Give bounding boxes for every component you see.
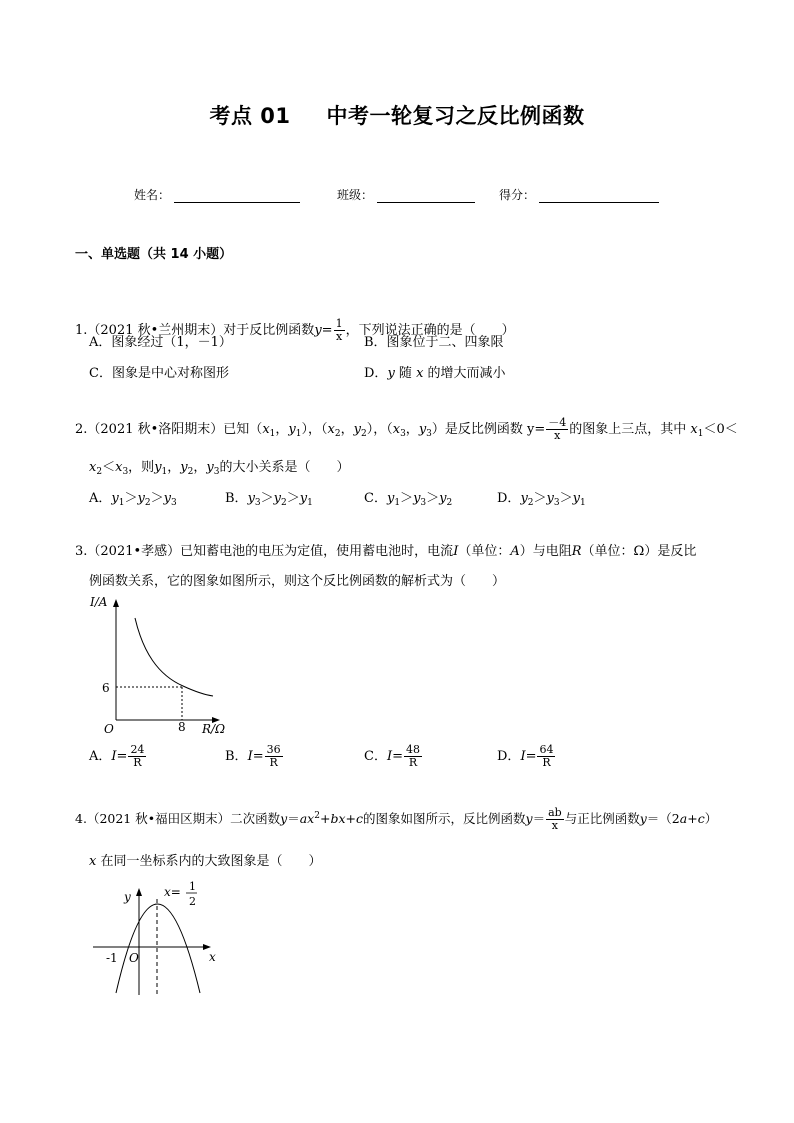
name-label: 姓名： [134,188,171,202]
question-2: 2.（2021 秋•洛阳期末）已知（$x_1$，$y_1$），（$x_2$，$y_2$），（$x_3$，$y_3$）是反比例函数 y= $\frac{-4}{x}$ 的图象上三点，其中 $x_1<0<$ [75,416,738,442]
question-4: 4.（2021 秋•福田区期末）二次函数$y=ax^2+bx+c$的图象如图所示，反比例函数y＝ $\frac{ab}{x}$ 与正比例函数y＝（2a+c） [75,806,718,832]
score-label: 得分： [499,188,536,202]
q1-option-b[interactable]: B．图象位于二、四象限 [364,335,504,350]
title-prefix: 考点 01 [209,104,291,128]
q3-graph [88,590,228,740]
q3-option-a[interactable]: A．I= $\frac{24}{R}$ [89,743,145,769]
q4-axis-label: x= [164,885,181,899]
q3-option-d[interactable]: D．I= $\frac{64}{R}$ [497,743,554,769]
q3-x-tick: 8 [178,720,186,734]
q4-x-label: x [209,950,216,964]
q3-option-c[interactable]: C．I= $\frac{48}{R}$ [364,743,420,769]
question-3-line2: 例函数关系，它的图象如图所示，则这个反比例函数的解析式为（ ） [89,574,506,589]
class-field[interactable] [337,186,475,203]
q3-curve [135,618,213,696]
score-field[interactable] [499,186,659,203]
title-main: 中考一轮复习之反比例函数 [326,104,585,128]
q2-fraction: $\frac{-4}{x}$ [548,416,567,442]
q3-y-arrow [113,599,119,607]
q4-y-label: y [124,890,131,904]
q4-axis-den: 2 [189,895,196,908]
q2-option-c[interactable]: C．$y_1>y_3>y_2$ [364,491,453,508]
q4-neg-tick: -1 [106,951,118,965]
q2-option-d[interactable]: D．$y_2>y_3>y_1$ [497,491,586,508]
q4-fraction: $\frac{ab}{x}$ [548,806,562,832]
q3-origin: O [104,722,114,736]
q3-y-label: I/A [90,595,108,609]
question-1: 1.（2021 秋•兰州期末）对于反比例函数y= $\frac{1}{x}$ ，下列说法正确的是（ ） [75,317,515,343]
q4-y-arrow [136,888,142,896]
section-heading: 一、单选题（共 14 小题） [75,247,233,262]
name-field[interactable] [134,186,300,203]
q3-y-tick: 6 [102,681,110,695]
q1-option-d[interactable]: D．y 随 x 的增大而减小 [364,366,506,381]
q2-option-b[interactable]: B．$y_3>y_2>y_1$ [225,491,313,508]
q1-option-a[interactable]: A．图象经过（1，－1） [89,335,232,350]
q4-parabola [116,904,200,993]
question-4-line2: x 在同一坐标系内的大致图象是（ ） [89,854,322,869]
q1-fraction: $\frac{1}{x}$ [335,317,343,343]
q3-option-b[interactable]: B．I= $\frac{36}{R}$ [225,743,281,769]
class-label: 班级： [337,188,374,202]
q2-option-a[interactable]: A．$y_1>y_2>y_3$ [89,491,177,508]
q4-origin: O [129,951,139,965]
q3-x-label: R/Ω [202,722,226,736]
q1-option-c[interactable]: C．图象是中心对称图形 [89,366,229,381]
page-title [0,100,794,130]
question-3: 3.（2021•孝感）已知蓄电池的电压为定值，使用蓄电池时，电流I（单位：A）与电阻R（单位：Ω）是反比 [75,544,697,559]
q4-axis-num: 1 [189,880,196,893]
q4-graph [90,875,230,1000]
question-2-line2: $x_2<x_3$，则$y_1$，$y_2$，$y_3$的大小关系是（ ） [89,460,350,477]
